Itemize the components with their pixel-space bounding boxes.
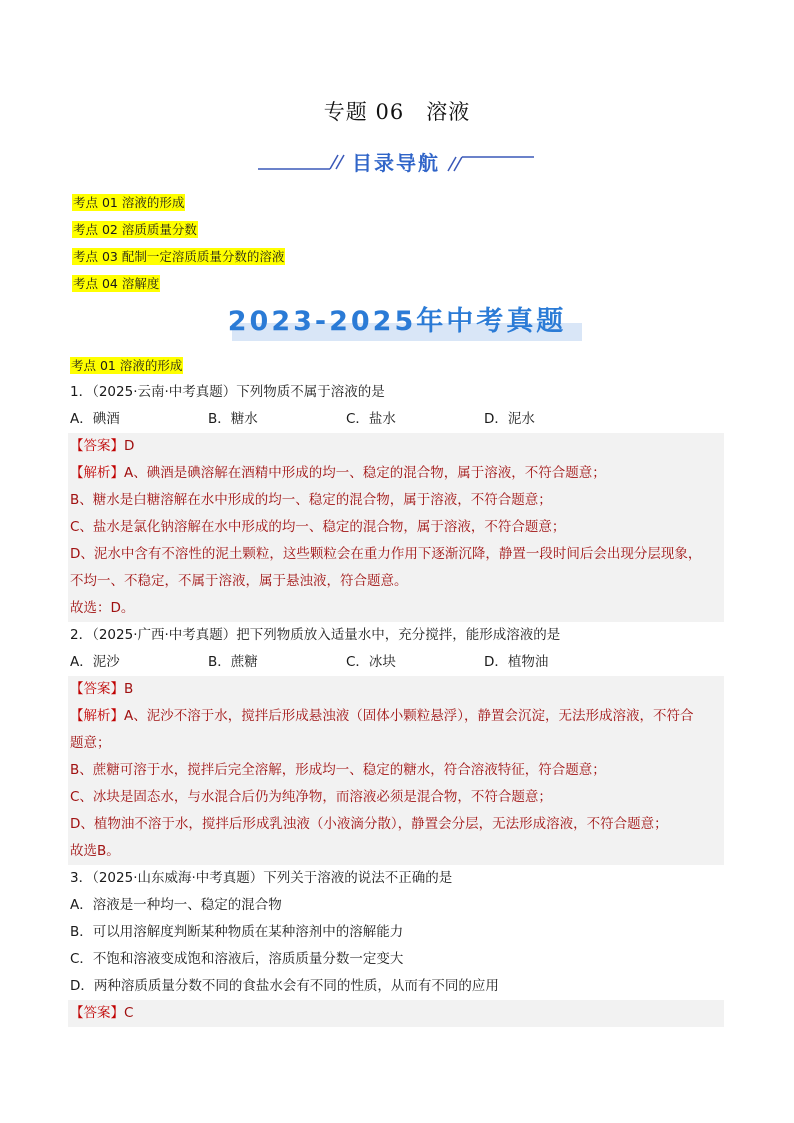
question-stem: 1．（2025·云南·中考真题）下列物质不属于溶液的是 (70, 384, 385, 400)
analysis-line: 【解析】A、泥沙不溶于水，搅拌后形成悬浊液（固体小颗粒悬浮），静置会沉淀，无法形成溶液，不符合 (70, 708, 694, 724)
answer-value: B (124, 681, 134, 697)
analysis-tag: 【解析】 (70, 708, 124, 724)
table-of-contents (72, 192, 285, 300)
option: A．泥沙 (70, 654, 120, 670)
conclusion-line: 故选：D。 (70, 600, 135, 616)
answer-tag: 【答案】 (70, 438, 124, 454)
answer-line (70, 433, 724, 460)
analysis-line: 【解析】A、碘酒是碘溶解在酒精中形成的均一、稳定的混合物，属于溶液，不符合题意； (70, 465, 606, 481)
answer-value: C (124, 1005, 134, 1021)
answer-block (68, 676, 724, 865)
option: C．冰块 (346, 654, 396, 670)
answer-line (70, 676, 724, 703)
analysis-line: D、植物油不溶于水，搅拌后形成乳浊液（小液滴分散），静置会分层，无法形成溶液，不符合题意； (70, 816, 668, 832)
toc-nav-banner (256, 147, 536, 179)
option: B．蔗糖 (208, 654, 258, 670)
toc-nav-label: 目录导航 (352, 151, 440, 175)
section-label: 考点 01 溶液的形成 (71, 358, 183, 373)
question-stem: 2．（2025·广西·中考真题）把下列物质放入适量水中，充分搅拌，能形成溶液的是 (70, 627, 561, 643)
analysis-line: 题意； (70, 735, 111, 751)
question-content (70, 352, 724, 1027)
option: D．两种溶质质量分数不同的食盐水会有不同的性质，从而有不同的应用 (70, 978, 499, 994)
analysis-line: D、泥水中含有不溶性的泥土颗粒，这些颗粒会在重力作用下逐渐沉降，静置一段时间后会出现分层现象， (70, 546, 702, 562)
option: D．植物油 (484, 654, 549, 670)
answer-block (68, 433, 724, 622)
analysis-line: 不均一、不稳定，不属于溶液，属于悬浊液，符合题意。 (70, 573, 408, 589)
option: C．盐水 (346, 411, 396, 427)
answer-value: D (124, 438, 135, 454)
option: C．不饱和溶液变成饱和溶液后，溶质质量分数一定变大 (70, 951, 404, 967)
option: D．泥水 (484, 411, 535, 427)
option: A．碘酒 (70, 411, 120, 427)
exam-years-banner (212, 303, 582, 343)
question-stem: 3．（2025·山东威海·中考真题）下列关于溶液的说法不正确的是 (70, 870, 453, 886)
option: B．可以用溶解度判断某种物质在某种溶剂中的溶解能力 (70, 924, 404, 940)
analysis-line: B、糖水是白糖溶解在水中形成的均一、稳定的混合物，属于溶液，不符合题意； (70, 492, 552, 508)
question-options (70, 406, 724, 433)
answer-line (70, 1000, 724, 1027)
toc-item[interactable]: 考点 02 溶质质量分数 (73, 222, 197, 237)
question-options (70, 649, 724, 676)
analysis-line: C、盐水是氯化钠溶解在水中形成的均一、稳定的混合物，属于溶液，不符合题意； (70, 519, 566, 535)
answer-tag: 【答案】 (70, 681, 124, 697)
option: B．糖水 (208, 411, 258, 427)
exam-years-title: 2023-2025年中考真题 (227, 306, 567, 337)
analysis-tag: 【解析】 (70, 465, 124, 481)
answer-block (68, 1000, 724, 1027)
option: A．溶液是一种均一、稳定的混合物 (70, 897, 282, 913)
page-title: 专题 06 溶液 (323, 100, 471, 124)
toc-item[interactable]: 考点 01 溶液的形成 (73, 195, 185, 210)
toc-item[interactable]: 考点 04 溶解度 (73, 276, 160, 291)
answer-tag: 【答案】 (70, 1005, 124, 1021)
conclusion-line: 故选B。 (70, 843, 120, 859)
analysis-line: C、冰块是固态水，与水混合后仍为纯净物，而溶液必须是混合物，不符合题意； (70, 789, 552, 805)
toc-item[interactable]: 考点 03 配制一定溶质质量分数的溶液 (73, 249, 285, 264)
analysis-line: B、蔗糖可溶于水，搅拌后完全溶解，形成均一、稳定的糖水，符合溶液特征，符合题意； (70, 762, 606, 778)
